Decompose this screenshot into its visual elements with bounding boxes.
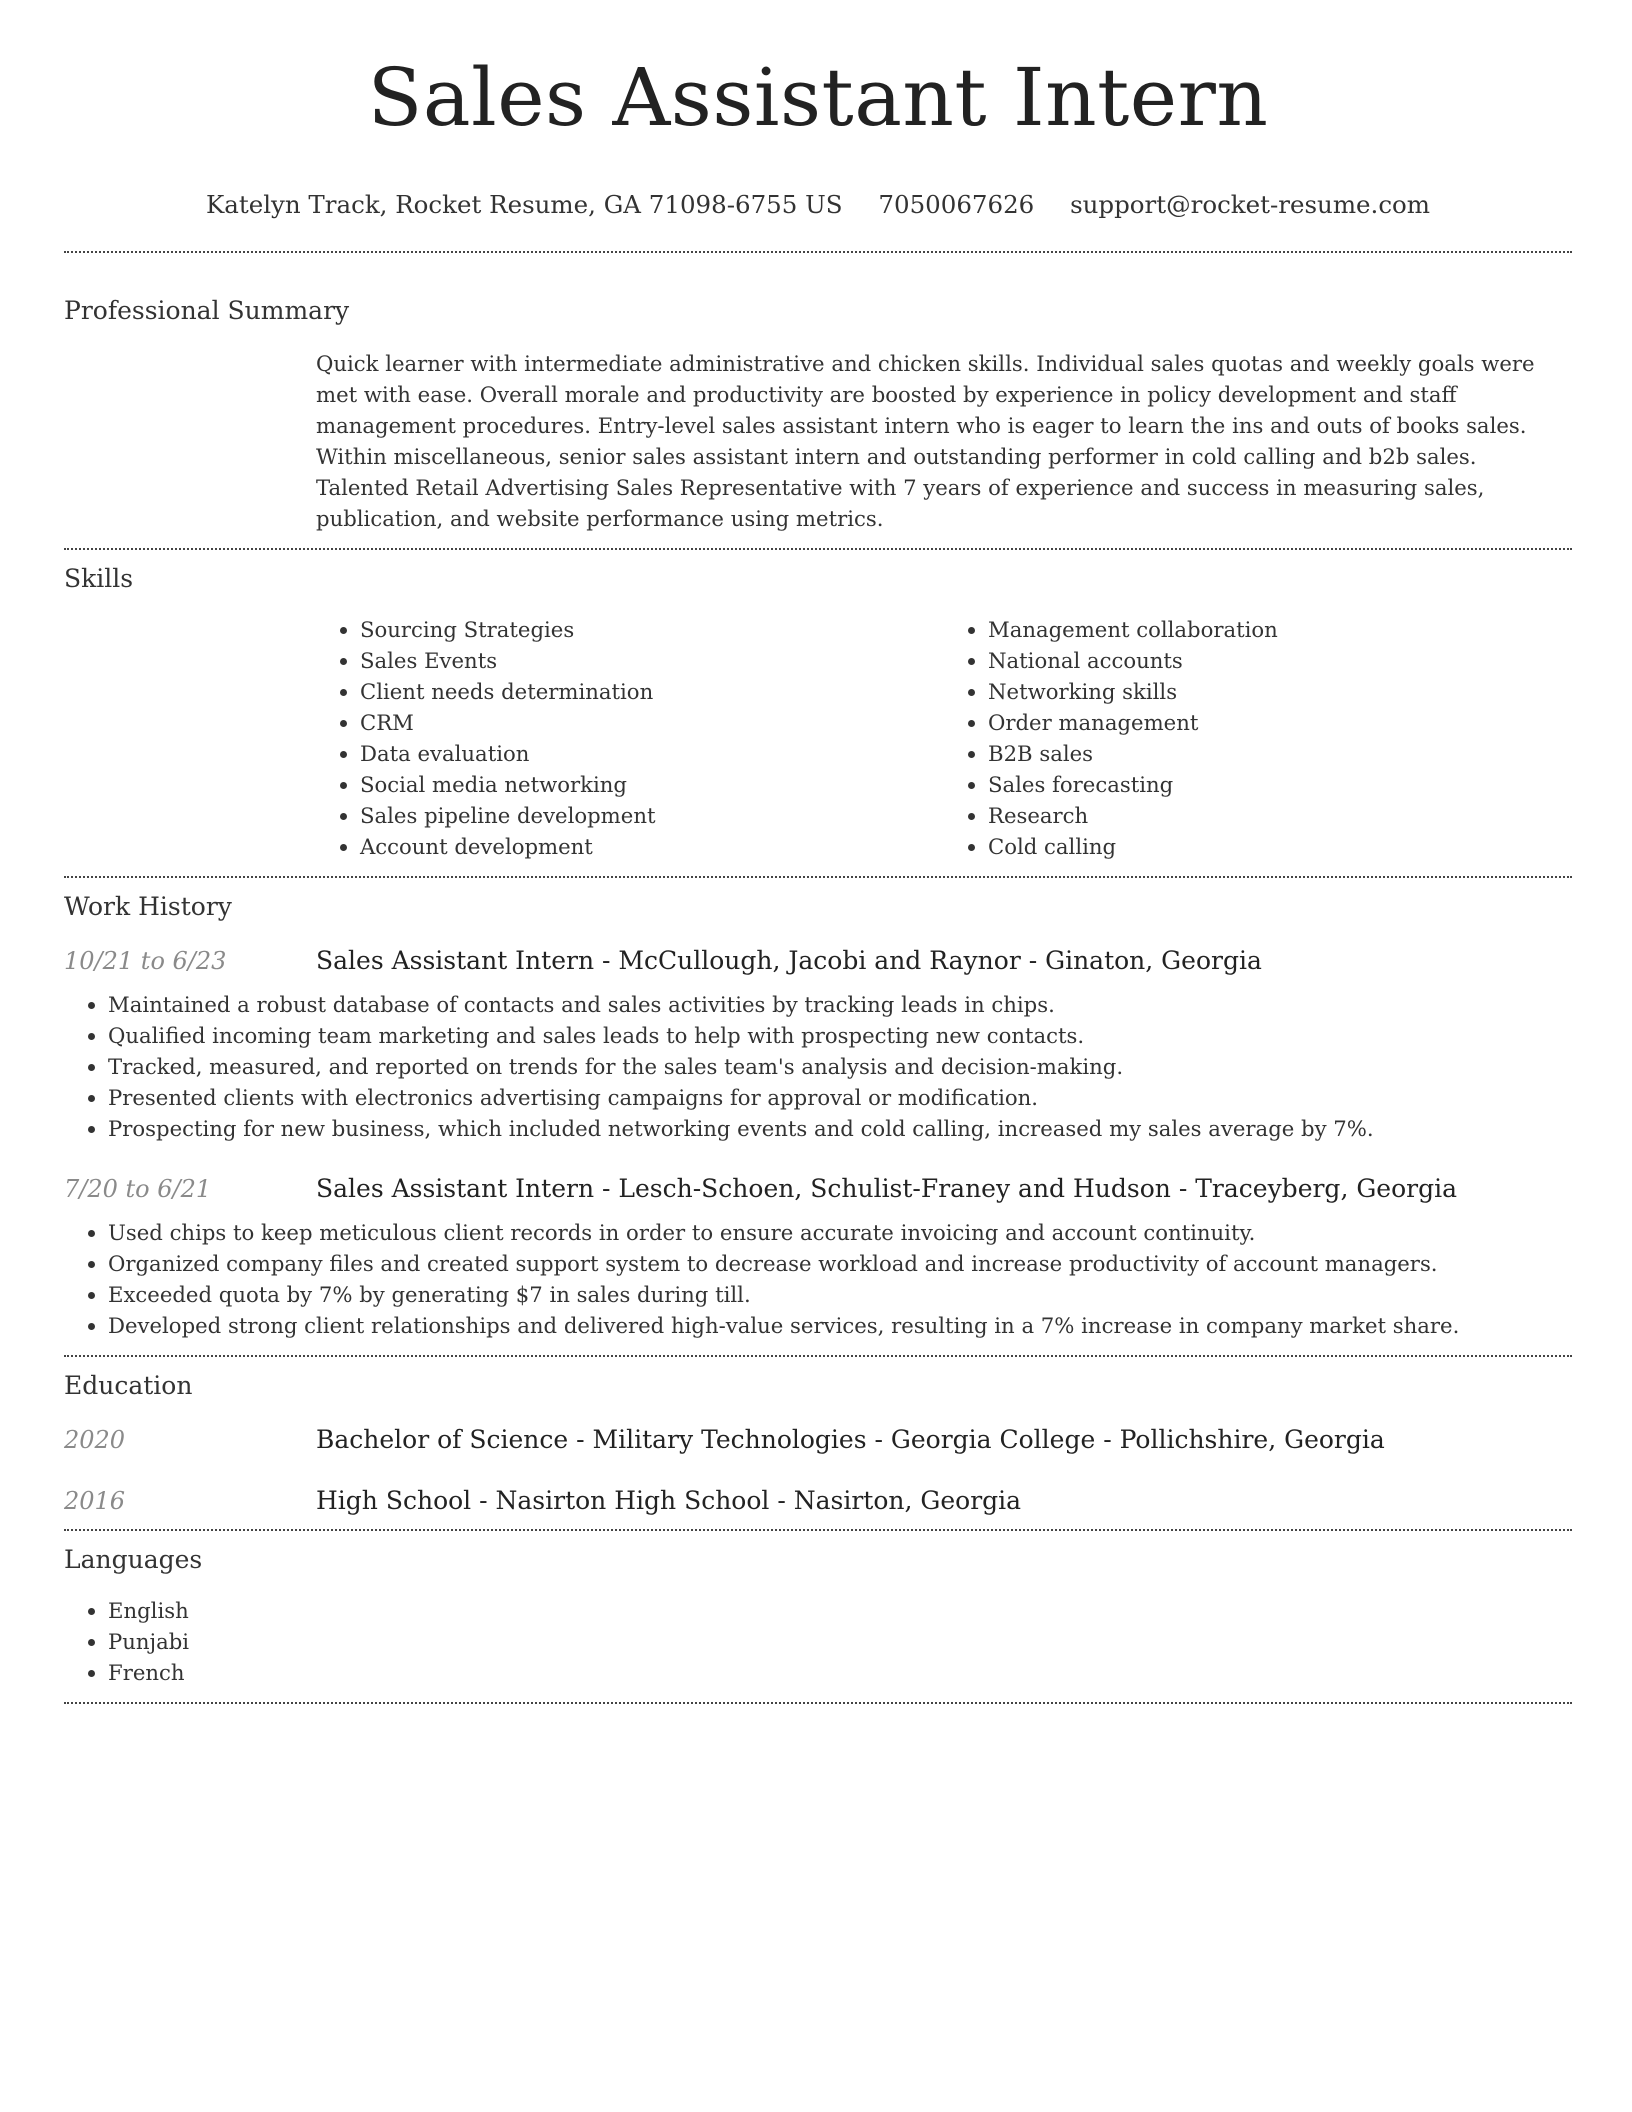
contact-phone: 7050067626: [878, 190, 1035, 219]
job-bullet: • Used chips to keep meticulous client records in order to ensure accurate invoicing and account continuity.: [108, 1217, 1572, 1248]
languages-list: [64, 1595, 1572, 1688]
resume-page: [64, 0, 1572, 1704]
job-dates: 7/20 to 6/21: [64, 1175, 212, 1203]
skills-grid: [316, 614, 1572, 862]
job-bullet: • Tracked, measured, and reported on trends for the sales team's analysis and decision-making.: [108, 1051, 1572, 1082]
job-header: [64, 946, 1572, 975]
skills-section: [64, 562, 1572, 862]
skill-item: • Sales Events: [360, 645, 944, 676]
job-heading: Sales Assistant Intern - Lesch-Schoen, Schulist-Franey and Hudson - Traceyberg, Georgia: [316, 1174, 1458, 1203]
job-bullet: • Prospecting for new business, which included networking events and cold calling, increased my sales average by 7%.: [108, 1113, 1572, 1144]
divider: [64, 1702, 1572, 1704]
skill-item: • Account development: [360, 831, 944, 862]
divider: [64, 251, 1572, 253]
skills-list-right: [944, 614, 1572, 862]
skill-item: • Sales forecasting: [988, 769, 1572, 800]
skill-item: • Sourcing Strategies: [360, 614, 944, 645]
skill-item: • Sales pipeline development: [360, 800, 944, 831]
language-item: • Punjabi: [108, 1626, 1572, 1657]
candidate-name: Sales Assistant Intern: [367, 51, 1269, 144]
skill-item: • Social media networking: [360, 769, 944, 800]
summary-text: Quick learner with intermediate administrative and chicken skills. Individual sales quotas and weekly goals were met with ease. Overall morale and productivity are boosted by experience in policy development and staff management procedures. Entry-level sales assistant intern who is eager to learn the ins and outs of books sales. Within miscellaneous, senior sales assistant intern and outstanding performer in cold calling and b2b sales. Talented Retail Advertising Sales Representative with 7 years of experience and success in measuring sales, publication, and website performance using metrics.: [316, 351, 1535, 531]
job-bullet: • Exceeded quota by 7% by generating $7 in sales during till.: [108, 1279, 1572, 1310]
skill-item: • Order management: [988, 707, 1572, 738]
job-entry: [64, 1174, 1572, 1341]
job-dates: 10/21 to 6/23: [64, 947, 227, 975]
skill-item: • National accounts: [988, 645, 1572, 676]
skills-title: Skills: [64, 564, 134, 593]
education-year: 2020: [64, 1426, 126, 1454]
skill-item: • Client needs determination: [360, 676, 944, 707]
skill-item: • Cold calling: [988, 831, 1572, 862]
language-item: • English: [108, 1595, 1572, 1626]
summary-title: Professional Summary: [64, 296, 350, 325]
job-bullets: [64, 989, 1572, 1144]
work-title: Work History: [64, 892, 232, 921]
job-bullet: • Developed strong client relationships and delivered high-value services, resulting in a 7% increase in company market share.: [108, 1310, 1572, 1341]
job-heading: Sales Assistant Intern - McCullough, Jacobi and Raynor - Ginaton, Georgia: [316, 946, 1262, 975]
divider: [64, 1529, 1572, 1531]
languages-title: Languages: [64, 1545, 203, 1574]
divider: [64, 548, 1572, 550]
language-item: • French: [108, 1657, 1572, 1688]
education-entry: [64, 1425, 1572, 1454]
job-header: [64, 1174, 1572, 1203]
contact-line: [64, 188, 1572, 222]
job-bullet: • Maintained a robust database of contacts and sales activities by tracking leads in chips.: [108, 989, 1572, 1020]
job-bullets: [64, 1217, 1572, 1341]
education-heading: Bachelor of Science - Military Technologies - Georgia College - Pollichshire, Georgia: [316, 1425, 1385, 1454]
contact-address: Katelyn Track, Rocket Resume, GA 71098-6755 US: [205, 190, 843, 219]
education-heading: High School - Nasirton High School - Nasirton, Georgia: [316, 1486, 1022, 1515]
job-entry: [64, 946, 1572, 1144]
job-bullet: • Organized company files and created support system to decrease workload and increase productivity of account managers.: [108, 1248, 1572, 1279]
contact-email: support@rocket-resume.com: [1070, 190, 1431, 219]
education-entry: [64, 1486, 1572, 1515]
education-title: Education: [64, 1371, 193, 1400]
skill-item: • Data evaluation: [360, 738, 944, 769]
skill-item: • Networking skills: [988, 676, 1572, 707]
languages-section: [64, 1543, 1572, 1688]
summary-section: [64, 294, 1572, 534]
education-section: [64, 1369, 1572, 1515]
education-year: 2016: [64, 1487, 126, 1515]
work-section: [64, 890, 1572, 1341]
skill-item: • B2B sales: [988, 738, 1572, 769]
skill-item: • CRM: [360, 707, 944, 738]
job-bullet: • Qualified incoming team marketing and sales leads to help with prospecting new contacts.: [108, 1020, 1572, 1051]
skills-list-left: [316, 614, 944, 862]
skill-item: • Research: [988, 800, 1572, 831]
divider: [64, 876, 1572, 878]
divider: [64, 1355, 1572, 1357]
skill-item: • Management collaboration: [988, 614, 1572, 645]
job-bullet: • Presented clients with electronics advertising campaigns for approval or modification.: [108, 1082, 1572, 1113]
